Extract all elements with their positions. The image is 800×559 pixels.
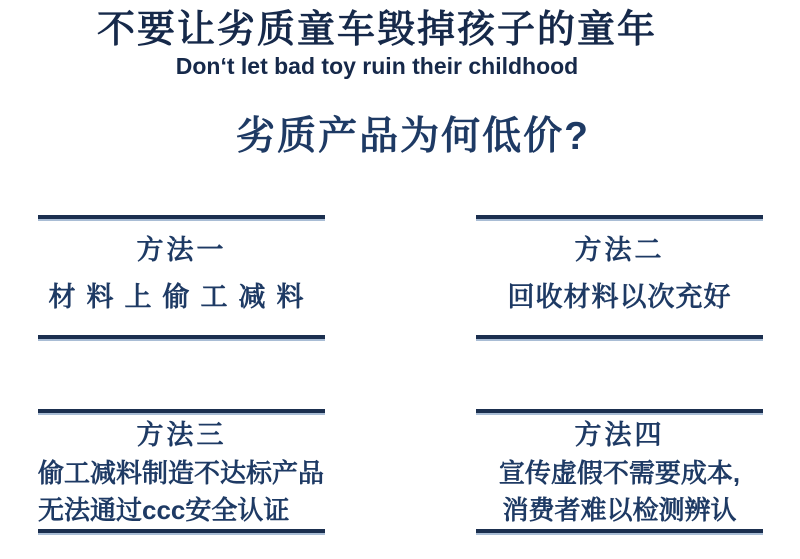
method-text-line: 材料上偷工减料 — [48, 282, 315, 312]
method-card-3 — [38, 409, 325, 535]
card-top-rule — [38, 215, 325, 221]
method-title: 方法一 — [136, 235, 227, 265]
method-title: 方法三 — [136, 420, 227, 450]
page-title: 不要让劣质童车毁掉孩子的童年 — [96, 9, 657, 51]
card-top-rule — [38, 409, 325, 415]
method-card-2 — [476, 215, 763, 341]
method-text-line: 消费者难以检测辨认 — [502, 495, 737, 525]
methods-grid — [0, 215, 800, 535]
infographic-page — [0, 8, 800, 559]
method-title: 方法二 — [574, 235, 665, 265]
method-text-line: 宣传虚假不需要成本, — [498, 458, 741, 488]
section-heading: 劣质产品为何低价? — [236, 115, 590, 158]
method-text-line: 偷工减料制造不达标产品 — [38, 458, 325, 488]
card-top-rule — [476, 409, 763, 415]
card-bottom-rule — [476, 335, 763, 341]
method-card-4 — [476, 409, 763, 535]
card-bottom-rule — [38, 335, 325, 341]
header — [0, 8, 777, 80]
method-text-line: 无法通过ccc安全认证 — [38, 495, 290, 525]
card-bottom-rule — [38, 529, 325, 535]
method-card-1 — [38, 215, 325, 341]
card-bottom-rule — [476, 529, 763, 535]
card-top-rule — [476, 215, 763, 221]
method-text-line: 回收材料以次充好 — [507, 282, 732, 312]
page-subtitle-english: Don‘t let bad toy ruin their childhood — [175, 53, 579, 79]
method-title: 方法四 — [574, 420, 665, 450]
